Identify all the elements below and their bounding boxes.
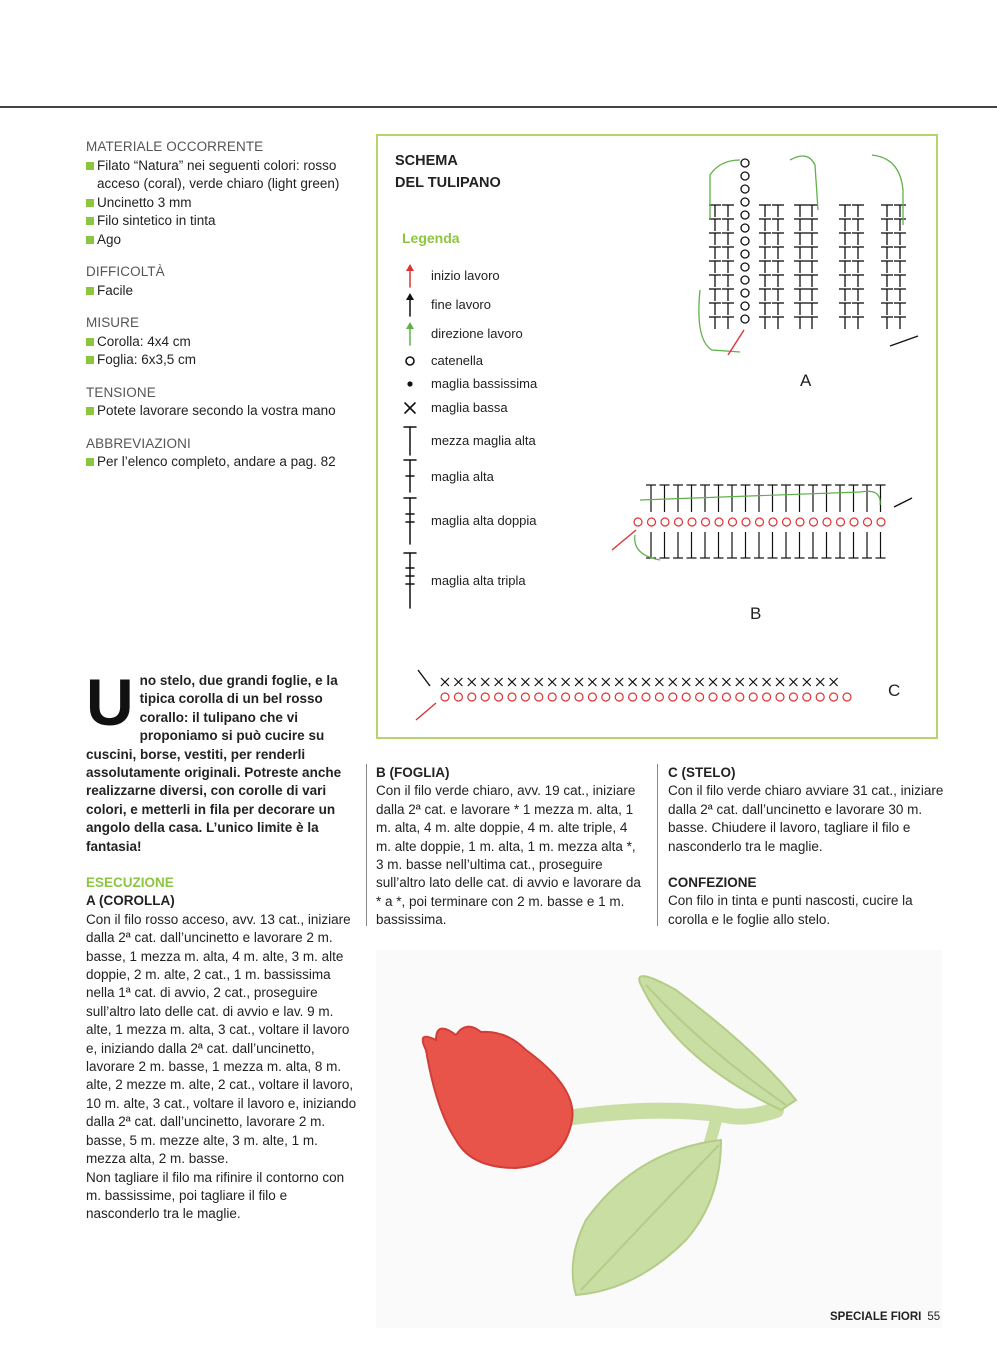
page-footer — [830, 1311, 940, 1323]
direction-line — [635, 535, 660, 560]
legend-symbols — [404, 264, 416, 608]
chain-stitch — [468, 693, 476, 701]
red-arrow-icon — [406, 264, 414, 287]
size-item: Foglia: 6x3,5 cm — [86, 351, 366, 370]
stem-title: C (STELO) — [668, 765, 736, 780]
direction-line — [790, 156, 818, 210]
scheme-title-line2: DEL TULIPANO — [395, 175, 501, 191]
chain-stitch — [796, 518, 804, 526]
execution-section — [86, 874, 360, 1224]
tension-title: TENSIONE — [86, 384, 156, 400]
chain-stitch — [810, 518, 818, 526]
chain-stitch — [729, 518, 737, 526]
chain-stitch — [769, 518, 777, 526]
chain-stitch — [441, 693, 449, 701]
chain-stitch — [741, 302, 749, 310]
chain-stitch — [830, 693, 838, 701]
start-arrow — [612, 530, 636, 550]
end-arrow — [890, 336, 918, 346]
chain-stitch — [702, 518, 710, 526]
diagram-b-label: B — [750, 604, 762, 623]
diagram-c-label: C — [888, 681, 901, 700]
abbr-title: ABBREVIAZIONI — [86, 435, 191, 451]
chain-column — [741, 159, 749, 323]
chain-stitch — [803, 693, 811, 701]
intro-text: no stelo, due grandi foglie, e la tipica corolla di un bel rosso corallo: il tulipano che vi proponiamo si può cucire su cuscini, borse, vestiti, per renderli assolutamente originali. Potreste anche realizzarne diversi, con corolle di vari colori, e metterli in fila per decorare un angolo della casa. L’unico limite è la fantasia! — [86, 673, 342, 854]
legend-title: Legenda — [402, 230, 460, 246]
legend-label: maglia alta doppia — [431, 513, 537, 528]
chain-stitch — [508, 693, 516, 701]
chain-stitch — [669, 693, 677, 701]
stitch-row-c — [441, 678, 851, 701]
chain-stitch — [789, 693, 797, 701]
page-number: 55 — [927, 1311, 941, 1323]
sizes-title: MISURE — [86, 315, 140, 330]
legend-label: maglia bassissima — [431, 376, 538, 391]
chain-stitch — [741, 224, 749, 232]
chain-stitch — [688, 518, 696, 526]
chain-stitch — [642, 693, 650, 701]
legend-label: direzione lavoro — [431, 326, 523, 341]
column-divider — [366, 764, 367, 926]
start-arrow — [416, 703, 436, 720]
chain-stitch — [741, 250, 749, 258]
direction-line — [640, 491, 880, 505]
stem — [566, 1110, 776, 1118]
chain-stitch — [756, 518, 764, 526]
assembly-title: CONFEZIONE — [668, 875, 757, 891]
chain-stitch — [629, 693, 637, 701]
chain-stitch — [816, 693, 824, 701]
chain-stitch — [741, 276, 749, 284]
chain-stitch — [843, 693, 851, 701]
chain-stitch — [535, 693, 543, 701]
tulip-photo — [376, 950, 942, 1328]
chain-stitch — [741, 237, 749, 245]
tension-value: Potete lavorare secondo la vostra mano — [86, 402, 366, 421]
diagram-a-label: A — [800, 371, 812, 390]
chain-stitch — [495, 693, 503, 701]
treble-icon — [404, 498, 416, 544]
assembly-text: Con filo in tinta e punti nascosti, cucire la corolla e le foglie allo stelo. — [668, 893, 913, 927]
chain-stitch — [454, 693, 462, 701]
chain-stitch — [648, 518, 656, 526]
chain-stitch — [850, 518, 858, 526]
chain-stitch — [696, 693, 704, 701]
materials-item: Uncinetto 3 mm — [86, 194, 366, 213]
slip-stitch-icon — [407, 381, 412, 386]
chain-row-b — [634, 518, 885, 526]
chain-stitch — [776, 693, 784, 701]
chain-stitch — [741, 185, 749, 193]
chain-stitch — [715, 518, 723, 526]
chain-stitch — [877, 518, 885, 526]
chain-stitch — [837, 518, 845, 526]
materials-item: Ago — [86, 231, 366, 250]
half-double-icon — [404, 427, 416, 455]
abbr-value: Per l’elenco completo, andare a pag. 82 — [86, 453, 366, 472]
chain-stitch — [722, 693, 730, 701]
upper-leaf — [639, 976, 796, 1110]
difficulty-value: Facile — [86, 282, 366, 301]
chain-stitch — [562, 693, 570, 701]
chain-stitch — [864, 518, 872, 526]
tulip-flower — [423, 1027, 573, 1168]
double-crochet-icon — [404, 460, 416, 492]
chain-stitch — [741, 263, 749, 271]
end-arrow — [894, 498, 912, 507]
chain-stitch — [481, 693, 489, 701]
chain-icon — [406, 357, 414, 365]
diagram-a — [699, 155, 918, 355]
lower-leaf — [573, 1140, 721, 1295]
legend-label: fine lavoro — [431, 297, 491, 312]
diagram-c — [416, 670, 851, 720]
chain-stitch — [763, 693, 771, 701]
chain-stitch — [675, 518, 683, 526]
leaf-text: Con il filo verde chiaro, avv. 19 cat., iniziare dalla 2ª cat. e lavorare * 1 mezza m. alta, 1 m. alta, 4 m. alte doppie, 4 m. alte triple, 4 m. alte doppie, 1 m. alta, 1 m. mezza alta *, 3 m. basse nell’ultima cat., proseguire sull’altro lato delle cat. di avvio e lavorare da * a *, poi terminare con 2 m. basse e 1 m. bassissima. — [376, 783, 641, 928]
chain-stitch — [709, 693, 717, 701]
materials-title: MATERIALE OCCORRENTE — [86, 139, 264, 154]
intro-paragraph — [86, 665, 358, 856]
column-divider — [657, 764, 658, 926]
chain-stitch — [741, 172, 749, 180]
chain-stitch — [602, 693, 610, 701]
chain-stitch — [661, 518, 669, 526]
chain-stitch — [615, 693, 623, 701]
stem-text: Con il filo verde chiaro avviare 31 cat., iniziare dalla 2ª cat. dall’uncinetto e lavorare 30 m. basse. Chiudere il lavoro, tagliare il filo e nasconderlo tra le maglie. — [668, 783, 944, 854]
black-arrow-icon — [406, 293, 414, 316]
chain-stitch — [823, 518, 831, 526]
single-crochet-icon — [405, 403, 415, 413]
chain-stitch — [588, 693, 596, 701]
leaf-title: B (FOGLIA) — [376, 765, 450, 780]
chain-stitch — [783, 518, 791, 526]
end-arrow — [418, 670, 430, 686]
chain-stitch — [749, 693, 757, 701]
tulip-illustration — [376, 950, 942, 1328]
chain-stitch — [736, 693, 744, 701]
difficulty-title: DIFFICOLTÀ — [86, 264, 165, 279]
materials-item: Filato “Natura” nei seguenti colori: rosso acceso (coral), verde chiaro (light green) — [86, 157, 366, 194]
chain-stitch — [575, 693, 583, 701]
legend-label: maglia bassa — [431, 400, 508, 415]
leaf-section — [376, 764, 644, 930]
chain-stitch — [655, 693, 663, 701]
corolla-text-finish: Non tagliare il filo ma rifinire il contorno con m. bassissime, poi tagliare il filo e nasconderlo tra le maglie. — [86, 1169, 345, 1222]
size-item: Corolla: 4x4 cm — [86, 333, 366, 352]
diagram-b — [612, 485, 912, 560]
chain-stitch — [682, 693, 690, 701]
legend-label: maglia alta tripla — [431, 573, 526, 588]
chain-stitch — [741, 315, 749, 323]
legend-label: maglia alta — [431, 469, 494, 484]
drop-cap: U — [86, 665, 134, 739]
chain-stitch — [742, 518, 750, 526]
direction-line — [699, 290, 740, 352]
chain-stitch — [634, 518, 642, 526]
chain-stitch — [741, 198, 749, 206]
legend-label: catenella — [431, 353, 484, 368]
legend-label: inizio lavoro — [431, 268, 500, 283]
corolla-text: Con il filo rosso acceso, avv. 13 cat., iniziare dalla 2ª cat. dall’uncinetto e lavorare 2 m. basse, 1 mezza m. alta, 4 m. alte, 3 m. alte doppie, 2 m. alte, 2 cat., 1 m. bassissima nella 1ª cat. di avvio, 2 cat., proseguire sull’altro lato delle cat. di avvio e lav. 9 m. alte, 1 mezza m. alta, 3 cat., voltare il lavoro e, iniziando dalla 2ª cat. dall’uncinetto, lavorare 2 m. basse, 1 mezza m. alta, 8 m. alte, 2 mezze m. alte, 2 cat., voltare il lavoro, 10 m. alte, 3 cat., voltare il lavoro e, iniziando dalla 2ª cat. dall’uncinetto, lavorare 2 m. basse, 5 m. mezze alte, 3 m. alte, 1 m. mezza alta, 2 m. basse. — [86, 911, 357, 1167]
scheme-title-line1: SCHEMA — [395, 153, 458, 169]
stitch-columns-a — [709, 205, 906, 329]
double-treble-icon — [404, 553, 416, 608]
stem-section — [668, 764, 944, 929]
chain-stitch — [521, 693, 529, 701]
chain-stitch — [741, 159, 749, 167]
chain-stitch — [548, 693, 556, 701]
legend-label: mezza maglia alta — [431, 433, 536, 448]
chain-stitch — [741, 289, 749, 297]
chain-stitch — [741, 211, 749, 219]
corolla-title: A (COROLLA) — [86, 893, 175, 909]
execution-title: ESECUZIONE — [86, 875, 174, 890]
green-arrow-icon — [406, 322, 414, 345]
footer-section: SPECIALE FIORI — [830, 1311, 922, 1323]
materials-item: Filo sintetico in tinta — [86, 212, 366, 231]
